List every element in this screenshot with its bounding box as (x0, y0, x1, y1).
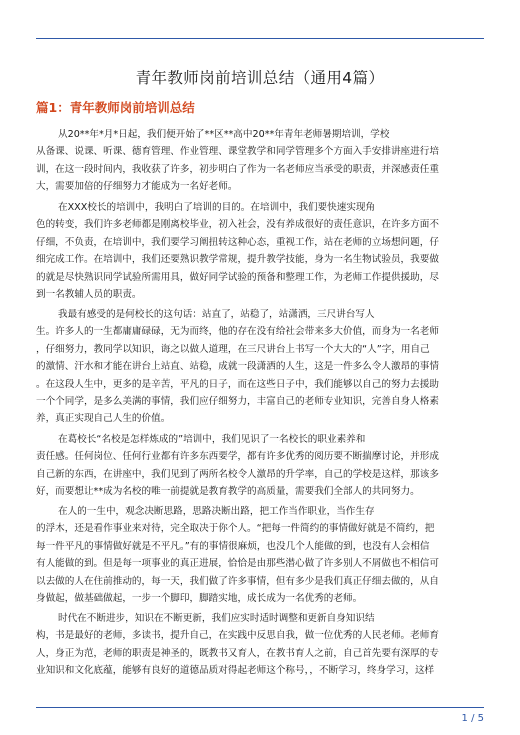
paragraph-line: 训，在这一段时间内，我收获了许多，初步明白了作为一名老师应当承受的职责，并深感责任重 (36, 163, 439, 175)
paragraph-line: 从20**年*月*日起，我们便开始了**区**高中20**年青年老师暑期培训，学校 (58, 129, 390, 140)
paragraph-line: 细完成工作。在培训中，我们还要熟识教学常规，提升教学技能，身为一名生物试验员，我要做 (36, 254, 439, 266)
paragraph-line: 的浮木，还是看作事业来对待，完全取决于你个人。“把每一件简约的事情做好就是不简约，把 (36, 523, 435, 535)
paragraph-line: 时代在不断进步，知识在不断更新，我们应实时适时调整和更新自身知识结 (58, 613, 375, 624)
paragraph-line: 有人能做的到。但是每一项事业的真正进展，恰恰是由那些潜心做了许多别人不屑做也不相信可 (36, 558, 439, 570)
footer-rule (36, 707, 484, 708)
paragraph-line: 构，书是最好的老师，多读书，提升自己，在实践中反思自我，做一位优秀的人民老师。老师育 (36, 630, 439, 642)
paragraph-line: 在XXX校长的培训中，我明白了培训的目的。在培训中，我们要快速实现角 (58, 202, 376, 213)
paragraph-line: 的激情、汗水和才能在讲台上站直、站稳，成就一段潇洒的人生，这是一件多么令人激昂的事情 (36, 361, 439, 373)
paragraph-6 (36, 610, 484, 680)
paragraph-line: 在人的一生中，观念决断思路，思路决断出路，把工作当作职业，当作生存 (58, 506, 375, 517)
paragraph-line: 。在这段人生中，更多的是辛苦，平凡的日子，而在这些日子中，我们能够以自己的努力去援助 (36, 378, 439, 390)
header-rule (36, 38, 484, 39)
paragraph-line: 我最有感受的是何校长的这句话：站直了，站稳了，站潇洒，三尺讲台写人 (58, 309, 375, 320)
paragraph-line: 每一件平凡的事情做好就是不平凡。”有的事情很麻烦，也没几个人能做的到，也没有人会相信 (36, 540, 430, 552)
paragraph-line: 一个个同学，是多么美满的事情，我们应仔细努力，丰富自己的老师专业知识，完善自身人格素 (36, 396, 439, 408)
paragraph-line: 到一名教辅人员的职责。 (36, 289, 142, 301)
paragraph-line: 的就是尽快熟识同学试验所需用具，做好同学试验的预备和整理工作，为老师工作提供援助，尽 (36, 271, 439, 283)
paragraph-line: 色的转变，我们许多老师都是刚离校毕业，初入社会，没有养成很好的责任意识，在许多方面不 (36, 219, 439, 231)
paragraph-line: 在葛校长“名校是怎样炼成的”培训中，我们见识了一名校长的职业素养和 (58, 434, 366, 445)
paragraph-1 (36, 126, 484, 196)
paragraph-5 (36, 503, 484, 607)
paragraph-line: ，仔细努力，教同学以知识，诲之以做人道理，在三尺讲台上书写一个大大的“人”字，用自己 (36, 343, 430, 355)
paragraph-line: 责任感。任何岗位、任何行业都有许多东西要学，都有许多优秀的阅历要不断揣摩讨论，并形成 (36, 451, 439, 463)
paragraph-2 (36, 199, 484, 303)
paragraph-line: 从备课、说课、听课、德育管理、作业管理、课堂教学和同学管理多个方面入手安排讲座进行培 (36, 146, 439, 158)
paragraph-line: 自己新的东西，在讲座中，我们见到了两所名校令人激昂的升学率，自己的学校是这样，那该多 (36, 468, 439, 480)
paragraph-line: 人，身正为范，老师的职责是神圣的，既教书又育人，在教书育人之前，自己首先要有深厚的专 (36, 647, 439, 659)
paragraph-line: 养，真正实现自己人生的价值。 (36, 413, 171, 425)
paragraph-line: 仔细，不负责，在培训中，我们要学习阐扭转这种心态，重视工作，站在老师的立场想问题，仔 (36, 236, 439, 248)
paragraph-line: 生。许多人的一生都庸庸碌碌，无为而终，他的存在没有给社会带来多大价值，而身为一名老师 (36, 326, 439, 338)
paragraph-4 (36, 431, 484, 501)
paragraph-line: 好，而要想让**成为名校的唯一前提就是教育教学的高质量，需要我们全部人的共同努力。 (36, 486, 420, 498)
paragraph-line: 大，需要加倍的仔细努力才能成为一名好老师。 (36, 181, 238, 193)
document-title: 青年教师岗前培训总结（通用4篇） (135, 69, 385, 87)
paragraph-line: 身做起，做基础做起，一步一个脚印，脚踏实地，成长成为一名优秀的老师。 (36, 593, 363, 605)
section-heading: 篇1：青年教师岗前培训总结 (36, 100, 195, 115)
paragraph-line: 以去做的人在住前推动的，每一天，我们做了许多事情，但有多少是我们真正仔细去做的，从自 (36, 575, 439, 587)
paragraph-line: 业知识和文化底蕴，能够有良好的道德品质对得起老师这个称号，，不断学习，终身学习，这样 (36, 665, 435, 677)
page-number: 1 / 5 (461, 713, 484, 724)
paragraph-3 (36, 306, 484, 428)
